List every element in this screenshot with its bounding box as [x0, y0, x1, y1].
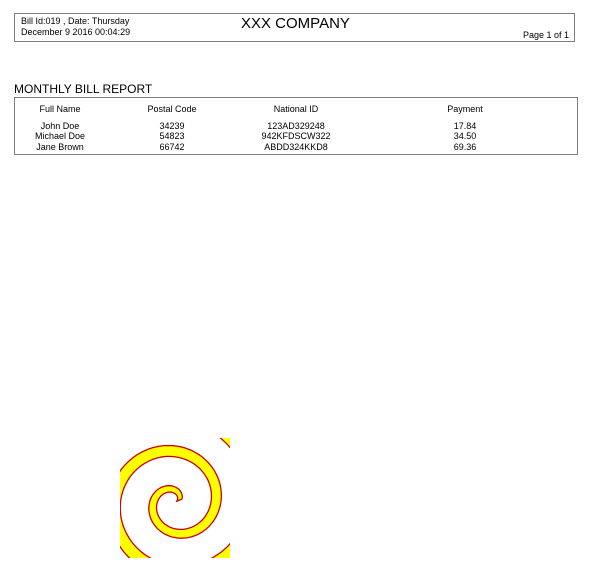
column-header-postal-code: Postal Code: [147, 104, 197, 114]
spiral-shape: [120, 438, 230, 558]
table-cell-postal: 54823: [159, 131, 185, 141]
table-cell-payment: 17.84: [453, 121, 477, 131]
table-cell-name: John Doe: [40, 121, 80, 131]
table-cell-name: Jane Brown: [36, 142, 84, 152]
table-cell-national-id: 123AD329248: [267, 121, 325, 131]
column-header-payment: Payment: [447, 104, 483, 114]
spiral-icon: [120, 438, 230, 558]
company-name: XXX COMPANY: [241, 15, 350, 32]
table-cell-postal: 66742: [159, 142, 185, 152]
page-number: Page 1 of 1: [522, 30, 569, 40]
table-cell-national-id: 942KFDSCW322: [261, 131, 331, 141]
report-header: [14, 13, 575, 42]
table-cell-payment: 34.50: [453, 131, 477, 141]
bill-date-line: December 9 2016 00:04:29: [21, 27, 131, 37]
column-header-full-name: Full Name: [39, 104, 81, 114]
report-title: MONTHLY BILL REPORT: [14, 82, 153, 96]
bill-info: [21, 16, 130, 38]
table-cell-national-id: ABDD324KKD8: [264, 142, 328, 152]
table-cell-postal: 34239: [159, 121, 185, 131]
bill-id-line: Bill Id:019 , Date: Thursday: [21, 16, 130, 26]
spiral-graphic: [120, 438, 230, 558]
column-header-national-id: National ID: [273, 104, 319, 114]
table-cell-payment: 69.36: [453, 142, 477, 152]
bill-table: [14, 97, 578, 155]
table-cell-name: Michael Doe: [34, 131, 86, 141]
